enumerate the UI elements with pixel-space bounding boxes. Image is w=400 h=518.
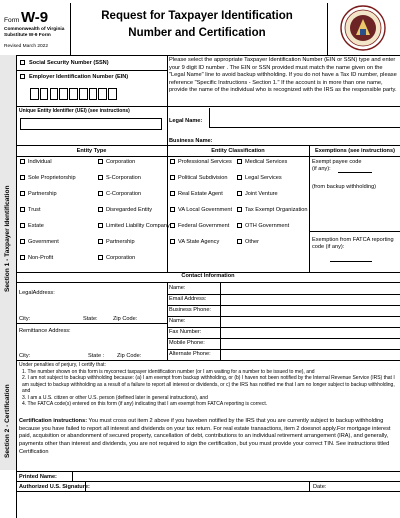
ssn-label: Social Security Number (SSN) [29,60,109,66]
exempt-payee-input[interactable] [338,172,372,173]
classification-b-checkbox-3[interactable] [237,207,242,212]
form-number-value: W-9 [20,9,49,26]
certification-intro: Under penalties of perjury, I certify that: [19,362,106,368]
certification-item-3: 3. I am a U.S. citizen or other U.S. person (defined later in general instructions), and [22,394,208,401]
exemptions-header: Exemptions (see instructions) [315,148,395,154]
form-number [4,9,48,27]
city-label-1: City: [19,316,31,322]
classification-checkbox-1[interactable] [170,175,175,180]
section1-label: Section 1 - Taxpayer Identification [4,185,11,292]
certification-instructions-label: Certification instructions: [19,418,88,424]
business-name-label: Business Name: [169,138,213,144]
entity-type-label-6: Non-Profit [28,254,54,261]
classification-b-checkbox-1[interactable] [237,175,242,180]
classification-checkbox-0[interactable] [170,159,175,164]
certification-item-1: 1. The number shown on this form is mycorrect taxpayer identification number (or I am waiting for a number to be issued to me), and [22,368,315,375]
tin-digit[interactable] [30,88,39,100]
classification-b-label-4: OTH Government [245,222,290,229]
uei-input[interactable] [20,118,162,130]
legal-name-input[interactable] [209,108,400,128]
contact-field-label-2: Business Phone: [169,307,211,313]
contact-field-label-3: Name: [169,318,186,324]
ssn-checkbox[interactable] [20,60,25,65]
tin-digit[interactable] [40,88,49,100]
uei-label: Unique Entity Identifier (UEI) (see instructions) [19,108,130,114]
contact-field-input-2[interactable] [220,305,400,316]
entity-type-checkbox-1[interactable] [20,175,25,180]
ein-checkbox[interactable] [20,74,25,79]
entity-type-label-4: Estate [28,222,44,229]
tin-digit[interactable] [108,88,117,100]
entity-type-header: Entity Type [76,148,107,154]
contact-field-input-3[interactable] [220,316,400,327]
entity-type-b-checkbox-2[interactable] [98,191,103,196]
entity-type-label-0: Individual [28,158,52,165]
contact-field-label-6: Alternate Phone: [169,351,211,357]
city-label-2: City: [19,353,31,359]
contact-field-input-6[interactable] [220,349,400,360]
entity-type-b-label-6: Corporation [106,254,136,261]
signature-label: Authorized U.S. Signature: [19,484,90,490]
legal-name-label: Legal Name: [169,118,203,124]
entity-type-label-3: Trust [28,206,41,213]
revision-date: Revised March 2022 [4,44,48,49]
printed-name-label: Printed Name: [19,474,57,480]
fatca-input[interactable] [330,261,372,262]
entity-type-checkbox-2[interactable] [20,191,25,196]
entity-type-b-checkbox-3[interactable] [98,207,103,212]
tin-digit[interactable] [50,88,59,100]
date-label: Date: [313,484,327,490]
exempt-payee-label: Exempt payee code [312,159,362,165]
certification-instructions-text: You must cross out item 2 above if you haveben notified by the IRS that you are currently subject to backup withholding because you have failed to report all interest and dividends on your tax return. For real estate transactions, item 2 doesnot apply.For mortgage interest paid, acquisition or abandonment of secured property, cancellation of debt, contributions to an individual retirement arrangement (IRA), and generally, payments other than interest and dividends, you are not required to sign the certification, but you must provide your correct TIN. See instructions titled Certification [19,418,391,455]
classification-label-4: Federal Government [178,222,230,229]
contact-field-input-0[interactable] [220,283,400,294]
subtitle-line1: Commonwealth of Virginia [4,27,65,32]
certification-item-4: 4. The FATCA code(s) entered on this form (if any) indicating that I am exempt from FATCA reporting is correct. [22,401,268,407]
contact-field-label-5: Mobile Phone: [169,340,205,346]
classification-b-checkbox-0[interactable] [237,159,242,164]
entity-type-b-checkbox-1[interactable] [98,175,103,180]
backup-withholding-label: (from backup withholding) [312,184,377,190]
classification-checkbox-4[interactable] [170,223,175,228]
classification-checkbox-2[interactable] [170,191,175,196]
fatca-label: Exemption from FATCA reporting [312,237,394,243]
entity-type-b-label-3: Disregarded Entity [106,206,153,213]
zip-label-2: Zip Code: [117,353,142,359]
entity-type-checkbox-4[interactable] [20,223,25,228]
contact-field-label-0: Name: [169,285,186,291]
classification-label-1: Political Subdivision [178,174,228,181]
certification-block [19,362,397,408]
entity-type-b-checkbox-0[interactable] [98,159,103,164]
remittance-address-label: Remittance Address: [19,328,71,334]
classification-checkbox-5[interactable] [170,239,175,244]
classification-label-0: Professional Services [178,158,232,165]
classification-label-2: Real Estate Agent [178,190,223,197]
entity-type-label-5: Government [28,238,59,245]
classification-b-label-1: Legal Services [245,174,282,181]
zip-label-1: Zip Code: [113,316,138,322]
entity-type-b-label-4: Limited Liability Company [106,222,170,229]
tin-digit[interactable] [79,88,88,100]
subtitle-line2: Substitute W-9 Form [4,33,51,38]
contact-field-input-1[interactable] [220,294,400,305]
entity-classification-header: Entity Classification [211,148,265,154]
section2-label: Section 2 - Certification [4,384,11,458]
tin-digit[interactable] [89,88,98,100]
classification-label-3: VA Local Government [178,206,232,213]
entity-type-b-checkbox-4[interactable] [98,223,103,228]
state-label-1: State: [83,316,98,322]
contact-header: Contact Information [181,273,235,279]
tin-digit[interactable] [69,88,78,100]
classification-b-label-3: Tax Exempt Organization [245,206,308,213]
classification-checkbox-3[interactable] [170,207,175,212]
classification-b-checkbox-2[interactable] [237,191,242,196]
entity-type-b-label-5: Partnership [106,238,135,245]
virginia-seal-icon [340,5,386,51]
classification-b-label-5: Other [245,238,259,245]
entity-type-checkbox-6[interactable] [20,255,25,260]
classification-label-5: VA State Agency [178,238,220,245]
entity-type-b-checkbox-5[interactable] [98,239,103,244]
tin-digit[interactable] [98,88,107,100]
contact-field-input-4[interactable] [220,327,400,338]
entity-type-checkbox-0[interactable] [20,159,25,164]
entity-type-b-label-0: Corporation [106,158,136,165]
exempt-payee-ifany: (if any): [312,166,331,172]
ein-label: Employer Identification Number (EIN) [29,74,129,80]
entity-type-b-label-2: C-Corporation [106,190,142,197]
legal-address-label: LegalAddress: [19,290,55,296]
entity-type-b-checkbox-6[interactable] [98,255,103,260]
certification-instructions [19,418,397,457]
classification-b-label-2: Joint Venture [245,190,278,197]
contact-field-input-5[interactable] [220,338,400,349]
classification-b-checkbox-5[interactable] [237,239,242,244]
entity-type-label-2: Partnership [28,190,57,197]
form-title-line1: Request for Taxpayer Identification [101,10,293,22]
contact-field-label-4: Fax Number: [169,329,202,335]
state-label-2: State : [88,353,105,359]
certification-item-2: 2. I am not subject to backup withholding because: (a) I am exempt from backup withholding, or (b) I haven not been notified by the Internal Revenue Service (IRS) that I am subject to backup withholding as a result of a failure to report all interest or dividends, or c) the IRS has notified me that I am no longer subject to backup withholding, and [22,375,395,394]
entity-type-checkbox-5[interactable] [20,239,25,244]
classification-b-checkbox-4[interactable] [237,223,242,228]
tin-digit-boxes [30,88,118,100]
form-title-line2: Number and Certification [128,27,266,39]
fatca-ifany: code (if any): [312,244,345,250]
entity-type-checkbox-3[interactable] [20,207,25,212]
tin-instructions: Please select the appropriate Taxpayer Identification Number (EIN or SSN) type and enter your 9 digit ID number . The EIN or SSN provided must match the name given on the "Legal Name" line to avoid backup withholding. If you do not have a Tax ID number, please reference "Specific Instructions - Section 1." If the account is in more than one name, provide the name of the individual who is recognized with the IRS as the responsible party. [169,57,397,94]
entity-type-b-label-1: S-Corporation [106,174,141,181]
tin-digit[interactable] [59,88,68,100]
classification-b-label-0: Medical Services [245,158,288,165]
signature-input[interactable] [85,481,310,491]
entity-type-label-1: Sole Proprietorship [28,174,76,181]
form-prefix: Form [4,17,20,24]
printed-name-input[interactable] [72,471,400,481]
contact-field-label-1: Email Address: [169,296,207,302]
